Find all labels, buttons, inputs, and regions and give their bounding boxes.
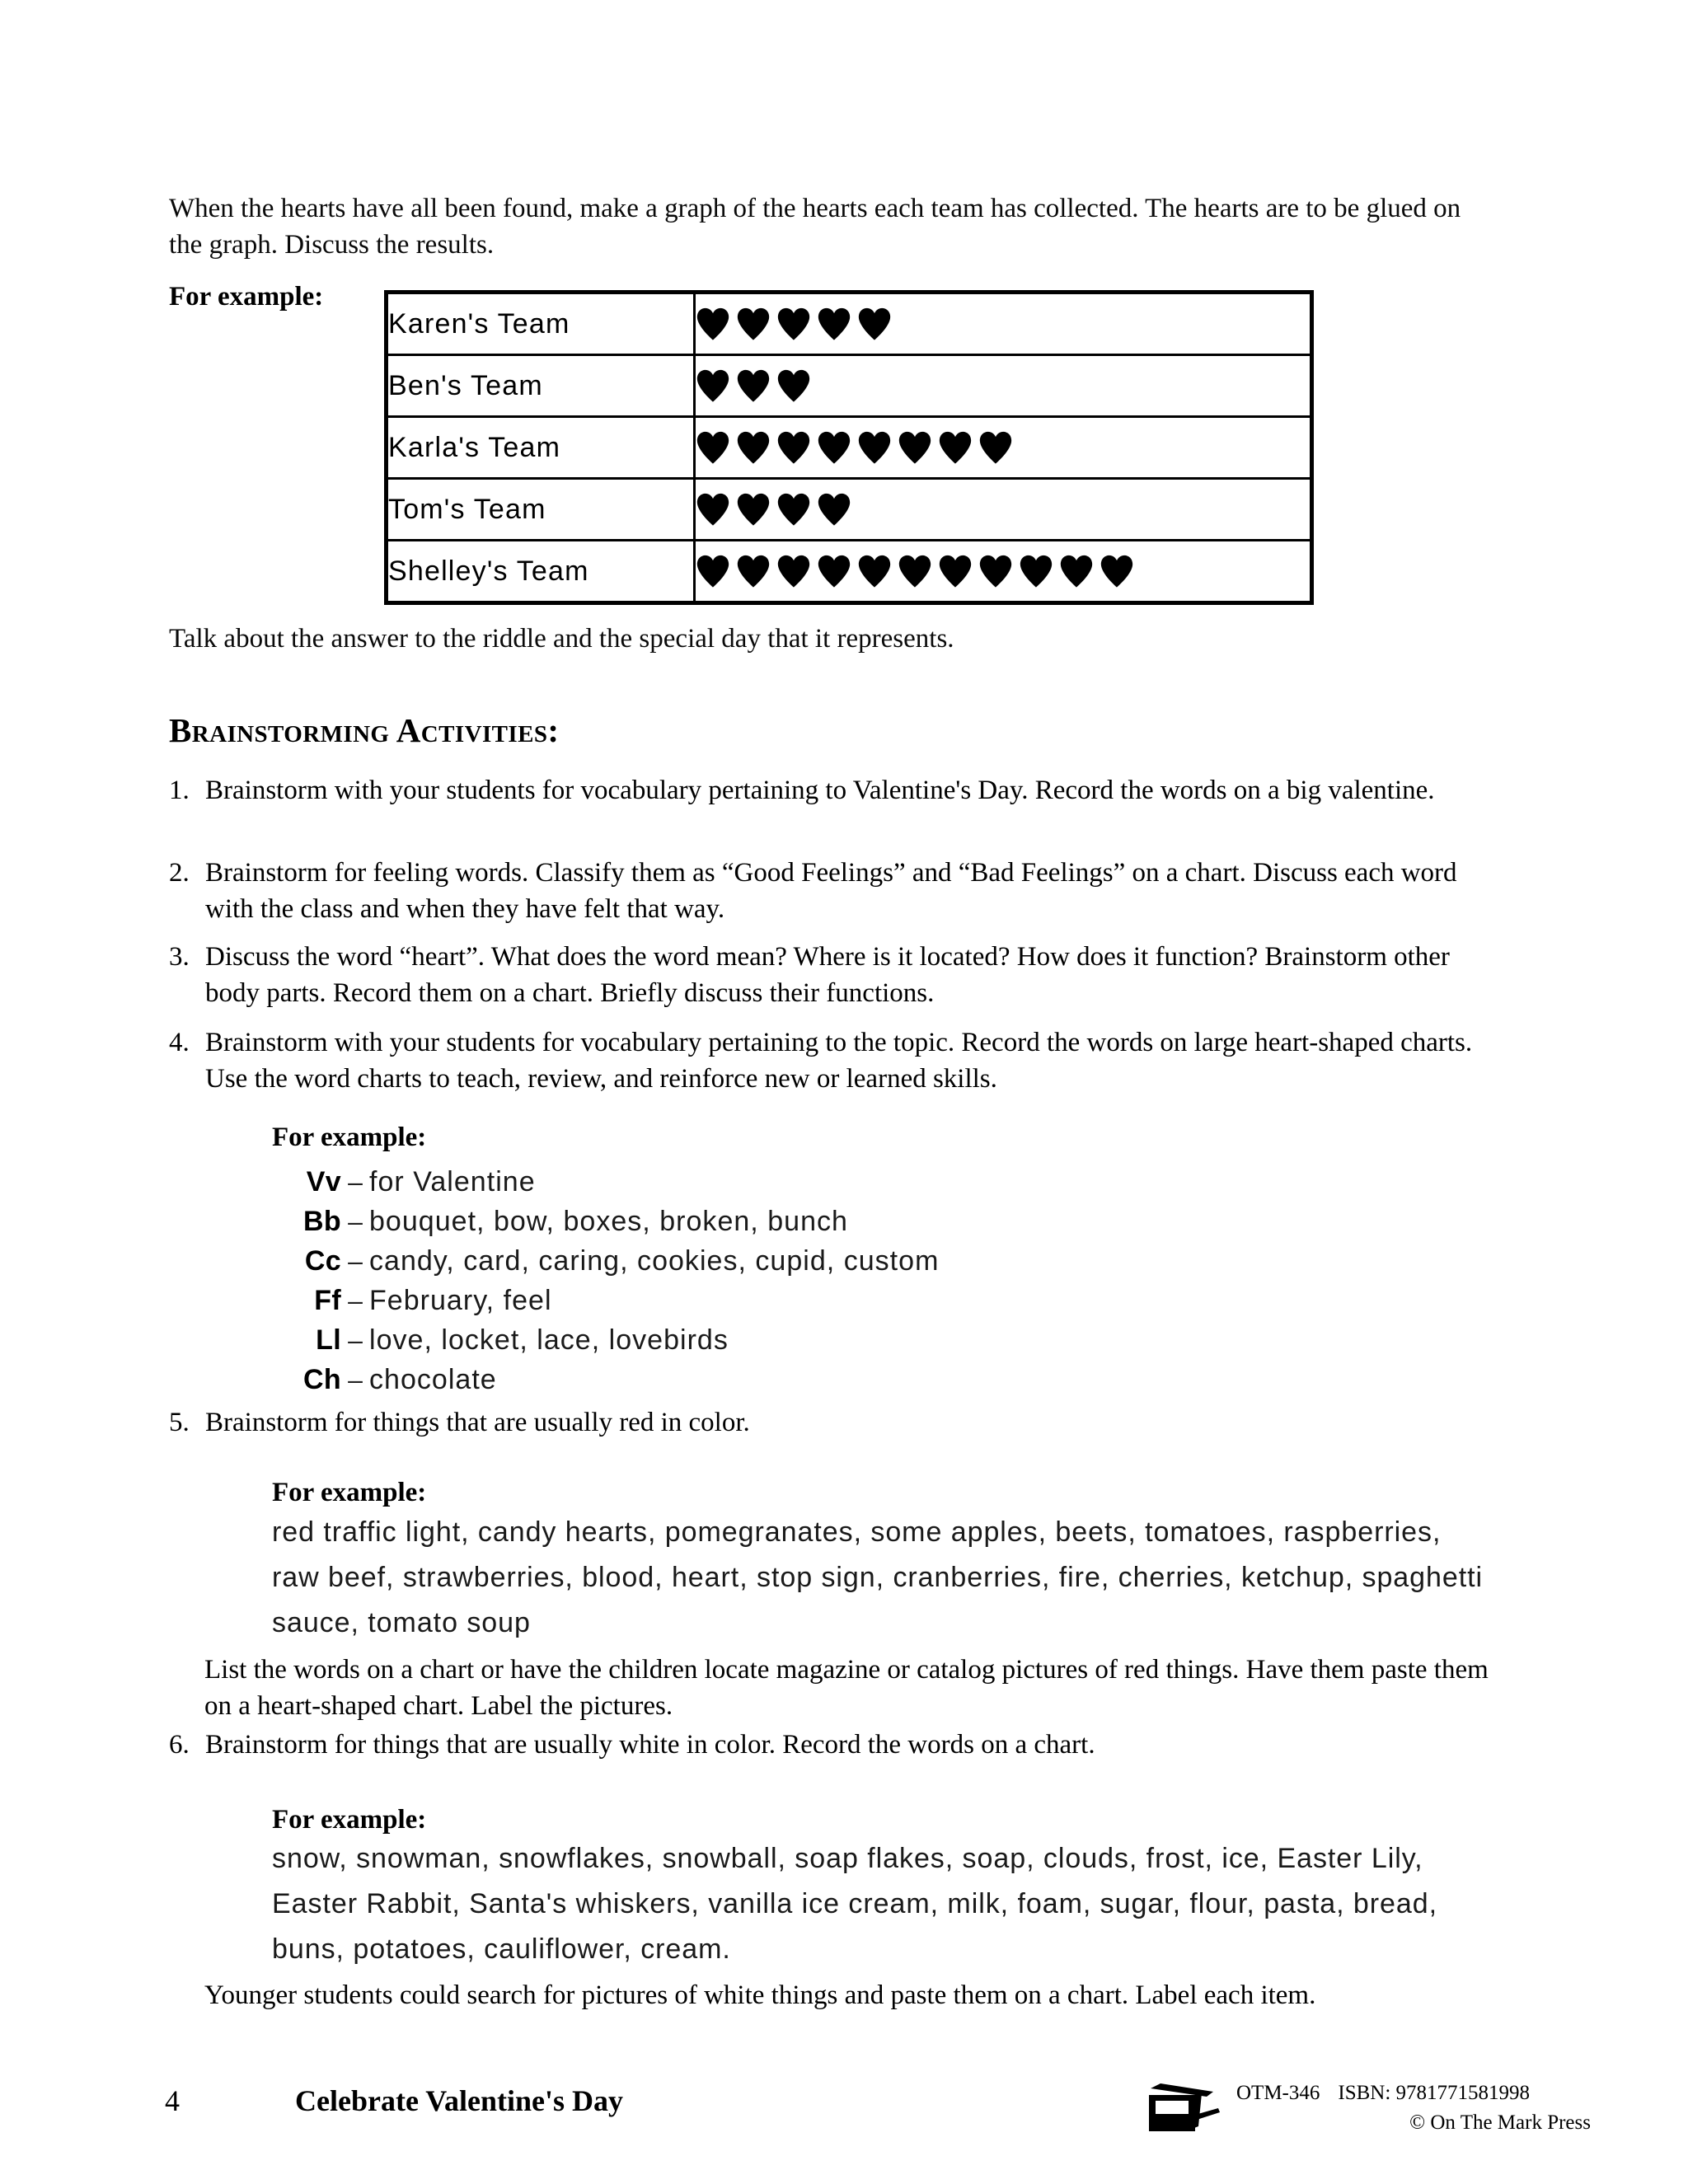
list-item xyxy=(169,1025,1486,1098)
letter-row xyxy=(290,1285,939,1324)
table-row xyxy=(387,479,1312,541)
heart-icon xyxy=(776,555,811,588)
heart-icon xyxy=(857,555,892,588)
for-example-label-red: For example: xyxy=(272,1478,427,1507)
heart-icon xyxy=(817,307,851,340)
list-item xyxy=(169,855,1486,928)
letter-key: Ll xyxy=(316,1324,341,1356)
letter-row xyxy=(290,1324,939,1364)
footer-product-code: OTM-346 xyxy=(1236,2082,1320,2104)
letter-words: chocolate xyxy=(369,1364,497,1395)
heart-icon xyxy=(817,431,851,464)
heart-icon xyxy=(898,431,932,464)
heart-icon xyxy=(736,369,771,402)
heart-icon xyxy=(696,431,730,464)
letter-row xyxy=(290,1364,939,1404)
heart-icon xyxy=(736,431,771,464)
letter-words: February, feel xyxy=(369,1285,552,1316)
letter-row xyxy=(290,1166,939,1206)
letter-dash: – xyxy=(348,1286,363,1315)
intro-paragraph: When the hearts have all been found, make a graph of the hearts each team has collected. The hearts are to be glued on the graph. Discuss the results. xyxy=(169,194,1461,260)
talk-about-riddle-line: Talk about the answer to the riddle and the special day that it represents. xyxy=(169,624,954,654)
list-item xyxy=(169,940,1486,1012)
footer-book-title: Celebrate Valentine's Day xyxy=(295,2084,623,2117)
heart-icon xyxy=(817,493,851,526)
hearts-bar-cell xyxy=(695,417,1312,479)
heart-icon xyxy=(696,555,730,588)
list-item-number: 1. xyxy=(169,776,190,805)
letter-row xyxy=(290,1206,939,1245)
table-row xyxy=(387,541,1312,603)
footer-publication-info xyxy=(1236,2079,1591,2137)
heart-icon xyxy=(1100,555,1134,588)
list-item-text: Brainstorm with your students for vocabulary pertaining to the topic. Record the words on large heart-shaped charts. Use the word charts to teach, review, and reinforce new or learned skills. xyxy=(205,1028,1473,1094)
heart-icon xyxy=(938,555,973,588)
letter-row xyxy=(290,1245,939,1285)
footer-page-number: 4 xyxy=(165,2084,180,2117)
heart-icon xyxy=(776,369,811,402)
list-item-number: 5. xyxy=(169,1408,190,1437)
list-item-number: 3. xyxy=(169,942,190,972)
letter-words: candy, card, caring, cookies, cupid, custom xyxy=(369,1245,940,1277)
list-item-text: Discuss the word “heart”. What does the word mean? Where is it located? How does it function? Brainstorm other body parts. Record them on a chart. Briefly discuss their functions. xyxy=(205,942,1450,1008)
team-name-cell: Ben's Team xyxy=(387,355,695,417)
team-name-cell: Shelley's Team xyxy=(387,541,695,603)
letter-key: Ff xyxy=(314,1285,341,1316)
heart-icon xyxy=(938,431,973,464)
letter-dash: – xyxy=(348,1325,363,1355)
team-name-cell: Tom's Team xyxy=(387,479,695,541)
red-followup-paragraph: List the words on a chart or have the children locate magazine or catalog pictures of red things. Have them paste them on a heart-shaped chart. Label the pictures. xyxy=(204,1655,1489,1721)
letter-vocabulary-list xyxy=(290,1166,939,1404)
table-row xyxy=(387,355,1312,417)
list-item-text: Brainstorm with your students for vocabulary pertaining to Valentine's Day. Record the words on a big valentine. xyxy=(205,776,1435,805)
heart-graph-table xyxy=(384,290,1314,605)
list-item-text: Brainstorm for feeling words. Classify them as “Good Feelings” and “Bad Feelings” on a chart. Discuss each word with the class and when they have felt that way. xyxy=(205,858,1457,924)
letter-key: Ch xyxy=(302,1364,341,1395)
heart-graph xyxy=(384,290,1314,605)
heart-icon xyxy=(696,369,730,402)
heart-icon xyxy=(857,431,892,464)
hearts-bar-cell xyxy=(695,355,1312,417)
heart-icon xyxy=(1019,555,1053,588)
table-row xyxy=(387,293,1312,355)
letter-key: Bb xyxy=(302,1206,341,1237)
heart-icon xyxy=(736,307,771,340)
letter-dash: – xyxy=(348,1167,363,1197)
footer-isbn: ISBN: 9781771581998 xyxy=(1338,2082,1531,2104)
heart-icon xyxy=(978,431,1013,464)
letter-dash: – xyxy=(348,1246,363,1276)
heart-icon xyxy=(978,555,1013,588)
on-the-mark-press-logo-icon xyxy=(1132,2079,1221,2138)
list-item-number: 4. xyxy=(169,1028,190,1057)
list-item-text: Brainstorm for things that are usually red in color. xyxy=(205,1408,750,1437)
heart-icon xyxy=(817,555,851,588)
team-name-cell: Karen's Team xyxy=(387,293,695,355)
list-item xyxy=(169,773,1486,809)
letter-words: for Valentine xyxy=(369,1166,536,1197)
letter-key: Vv xyxy=(306,1166,341,1197)
heart-icon xyxy=(776,431,811,464)
heart-icon xyxy=(857,307,892,340)
letter-dash: – xyxy=(348,1365,363,1394)
white-things-word-list: snow, snowman, snowflakes, snowball, soap flakes, soap, clouds, frost, ice, Easter Lily, Easter Rabbit, Santa's whiskers, vanilla ice cream, milk, foam, sugar, flour, pasta, bread, buns, potatoes, cauliflower, cream. xyxy=(272,1843,1438,1966)
footer-copyright: © On The Mark Press xyxy=(1409,2111,1591,2134)
letter-words: love, locket, lace, lovebirds xyxy=(369,1324,729,1356)
heart-icon xyxy=(776,307,811,340)
heart-icon xyxy=(736,555,771,588)
heart-icon xyxy=(736,493,771,526)
list-item-number: 6. xyxy=(169,1730,190,1760)
section-heading-brainstorming-activities: Brainstorming Activities: xyxy=(169,711,560,749)
heart-icon xyxy=(696,493,730,526)
hearts-bar-cell xyxy=(695,293,1312,355)
heart-icon xyxy=(776,493,811,526)
hearts-bar-cell xyxy=(695,479,1312,541)
table-row xyxy=(387,417,1312,479)
hearts-bar-cell xyxy=(695,541,1312,603)
heart-icon xyxy=(898,555,932,588)
for-example-label-white: For example: xyxy=(272,1805,427,1835)
letter-key: Cc xyxy=(304,1245,341,1277)
list-item-number: 2. xyxy=(169,858,190,888)
list-item-text: Brainstorm for things that are usually white in color. Record the words on a chart. xyxy=(205,1730,1095,1760)
red-things-word-list: red traffic light, candy hearts, pomegranates, some apples, beets, tomatoes, raspberries, raw beef, strawberries, blood, heart, stop sign, cranberries, fire, cherries, ketchup, spaghetti sauce, tomato soup xyxy=(272,1516,1484,1639)
heart-icon xyxy=(696,307,730,340)
list-item xyxy=(169,1727,1486,1764)
heart-icon xyxy=(1059,555,1094,588)
white-followup-paragraph: Younger students could search for pictures of white things and paste them on a chart. Label each item. xyxy=(204,1980,1316,2010)
list-item xyxy=(169,1405,1486,1441)
team-name-cell: Karla's Team xyxy=(387,417,695,479)
letter-words: bouquet, bow, boxes, broken, bunch xyxy=(369,1206,848,1237)
for-example-label-graph: For example: xyxy=(169,282,324,312)
for-example-label-letters: For example: xyxy=(272,1122,427,1152)
letter-dash: – xyxy=(348,1207,363,1236)
